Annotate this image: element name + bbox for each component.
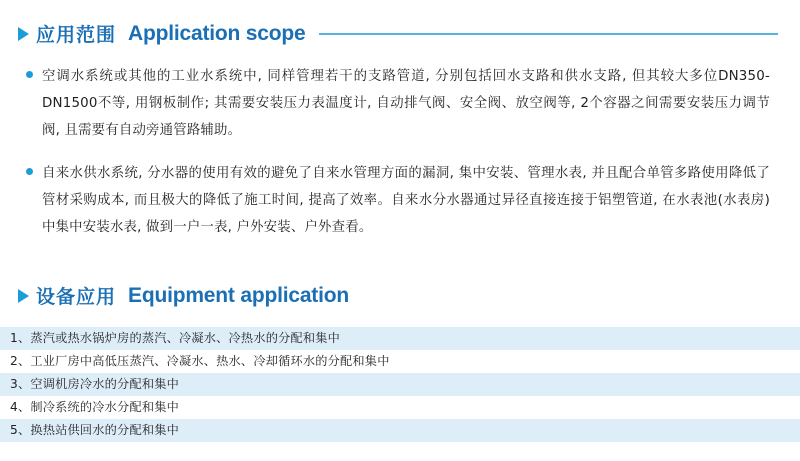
list-item: 4、制冷系统的冷水分配和集中 <box>0 396 800 419</box>
equipment-application-heading <box>0 282 800 309</box>
heading-chinese-label: 设备应用 <box>36 287 117 308</box>
heading-chinese-label: 应用范围 <box>36 25 117 46</box>
heading-divider-rule <box>319 33 778 35</box>
list-item: 2、工业厂房中高低压蒸汽、冷凝水、热水、冷却循环水的分配和集中 <box>0 350 800 373</box>
equipment-application-list <box>0 327 800 442</box>
list-item <box>26 160 770 241</box>
bullet-paragraph-text: 空调水系统或其他的工业水系统中, 同样管理若干的支路管道, 分别包括回水支路和供水支路, 但其较大多位DN350-DN1500不等, 用钢板制作; 其需要安装压力表温度计, 自动排气阀、安全阀、放空阀等, 2个容器之间需要安装压力调节阀, 且需要有自动旁通管路辅助。 <box>42 69 770 138</box>
application-scope-heading <box>0 0 800 47</box>
bullet-paragraph-text: 自来水供水系统, 分水器的使用有效的避免了自来水管理方面的漏洞, 集中安装、管理水表, 并且配合单管多路使用降低了管材采购成本, 而且极大的降低了施工时间, 提高了效率。自来水分水器通过异径直接连接于铝塑管道, 在水表池(水表房)中集中安装水表, 做到一户一表, 户外安装、户外查看。 <box>42 166 770 235</box>
list-item <box>26 63 770 144</box>
bullet-dot-icon <box>26 168 33 175</box>
equipment-application-section <box>0 282 800 309</box>
triangle-right-icon <box>18 27 29 41</box>
heading-english-label: Application scope <box>128 21 306 45</box>
list-item: 3、空调机房冷水的分配和集中 <box>0 373 800 396</box>
list-item: 5、换热站供回水的分配和集中 <box>0 419 800 442</box>
bullet-dot-icon <box>26 71 33 78</box>
list-item: 1、蒸汽或热水锅炉房的蒸汽、冷凝水、冷热水的分配和集中 <box>0 327 800 350</box>
triangle-right-icon <box>18 289 29 303</box>
heading-english-label: Equipment application <box>128 283 349 307</box>
application-scope-bullet-list <box>0 63 800 241</box>
